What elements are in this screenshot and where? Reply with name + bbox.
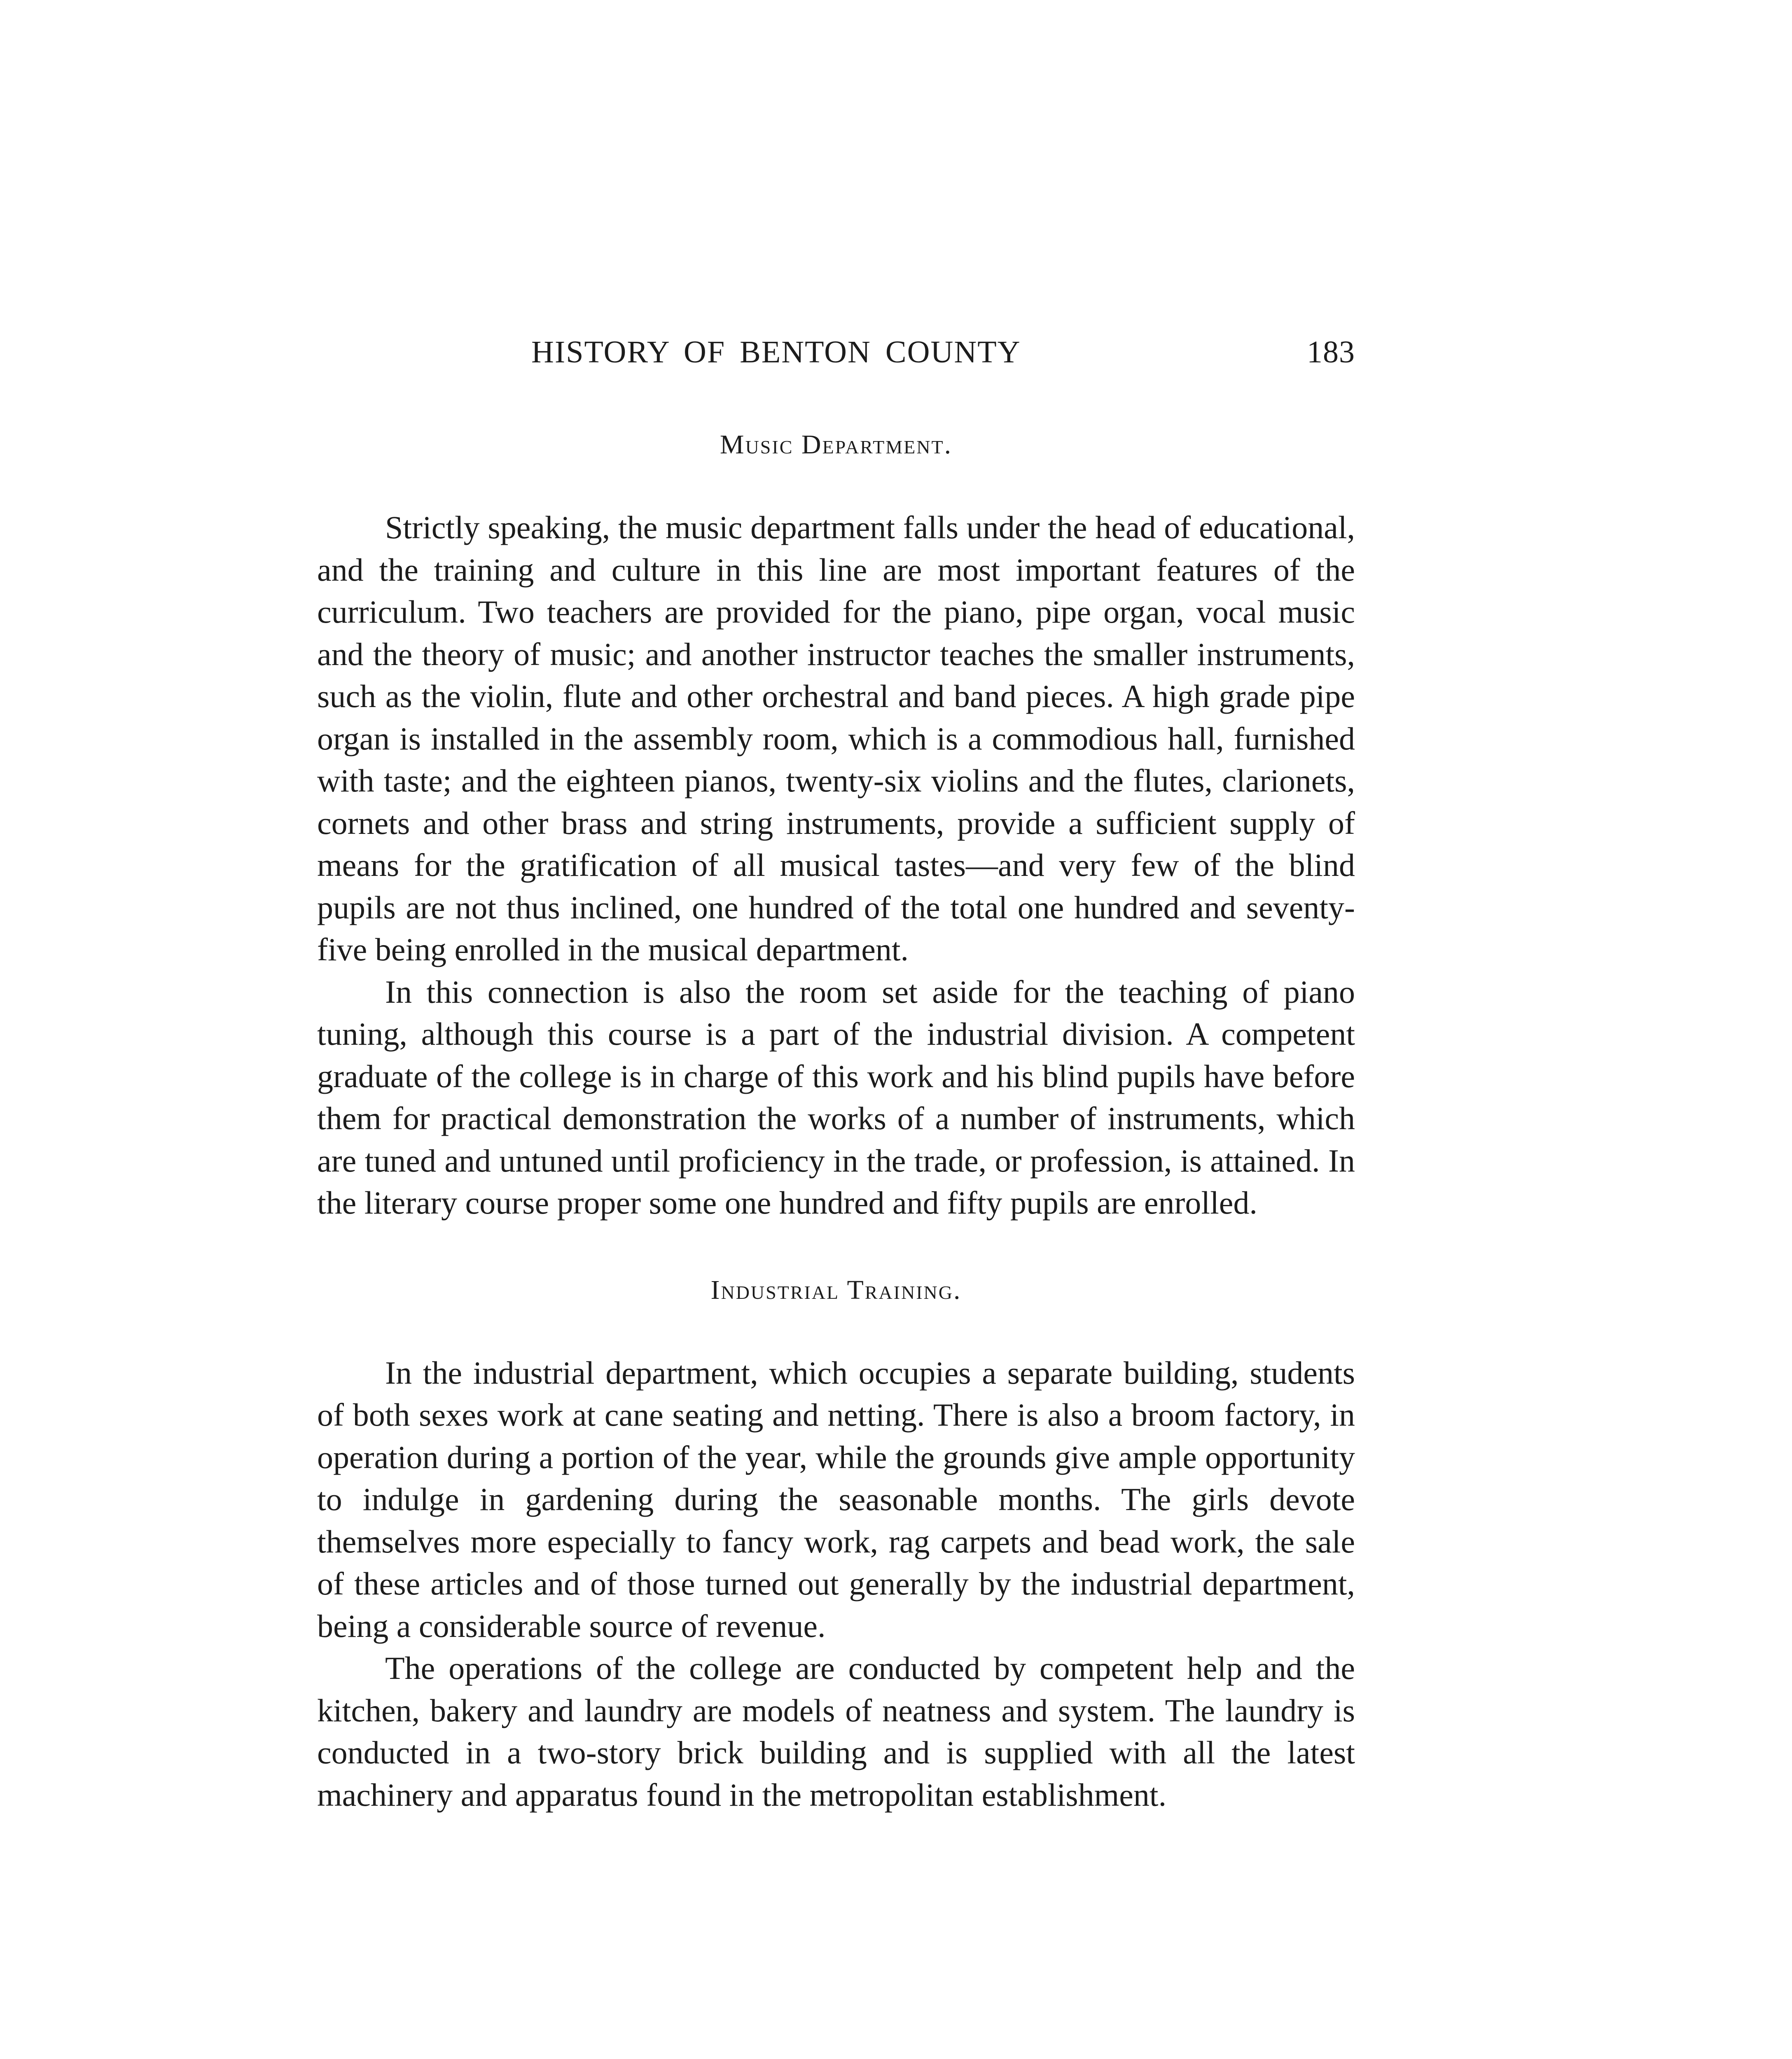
section-heading-industrial-training: Industrial Training. — [710, 1275, 962, 1305]
paragraph-industrial-2: The operations of the college are conducted by competent help and the kitchen, bakery and laundry are models of neatness and system. The laundry is conducted in a two-story brick building and is supplied with all the latest machinery and apparatus found in the metropolitan establishment. — [317, 1650, 1355, 1813]
paragraph-industrial-1: In the industrial department, which occupies a separate building, students of both sexes work at cane seating and netting. There is also a broom factory, in operation during a portion of the year, while the grounds give ample opportunity to indulge in gardening during the seasonable months. The girls devote themselves more especially to fancy work, rag carpets and bead work, the sale of these articles and of those turned out generally by the industrial department, being a considerable source of revenue. — [317, 1354, 1355, 1644]
paragraph-music-2: In this connection is also the room set aside for the teaching of piano tuning, although this course is a part of the industrial division. A competent graduate of the college is in charge of this work and his blind pupils have before them for practical demonstration the works of a number of instruments, which are tuned and untuned until proficiency in the trade, or profession, is attained. In the literary course proper some one hundred and fifty pupils are enrolled. — [317, 973, 1355, 1221]
running-title: HISTORY OF BENTON COUNTY — [531, 335, 1021, 369]
running-head — [317, 329, 1355, 375]
text-block — [317, 329, 1355, 1816]
page-number: 183 — [1307, 335, 1355, 369]
section-heading-music-department: Music Department. — [720, 430, 953, 460]
paragraph-music-1: Strictly speaking, the music department falls under the head of educational, and the training and culture in this line are most important features of the curriculum. Two teachers are provided for the piano, pipe organ, vocal music and the theory of music; and another instructor teaches the smaller instruments, such as the violin, flute and other orchestral and band pieces. A high grade pipe organ is installed in the assembly room, which is a commodious hall, furnished with taste; and the eighteen pianos, twenty-six violins and the flutes, clarionets, cornets and other brass and string instruments, provide a sufficient supply of means for the gratification of all musical tastes—and very few of the blind pupils are not thus inclined, one hundred of the total one hundred and seventy-five being enrolled in the musical department. — [317, 509, 1355, 967]
